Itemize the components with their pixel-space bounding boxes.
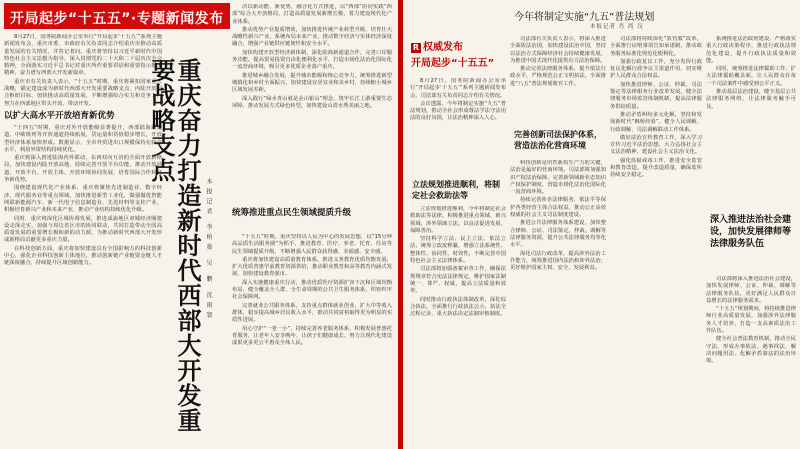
right-subhead-1: 完善创新司法保护体系，营造法治化营商环境	[514, 130, 602, 150]
right-article-column-4b: 司法部将深入推进法治社会建设，加快发展律师、公证、仲裁、调解等法律服务队伍，更好满足人民群众日益增长的法律服务需求。 “十五五”规划期间，将持续推进律师行业高质量发展，加强涉外法律服务人才培养，打造一支高素质法治工作队伍。 健全社会普法教育机制，推动全民守法，形成办事依法、遇事找法、解决问题用法、化解矛盾靠法的法治环境。	[706, 276, 796, 365]
authority-release-badge	[411, 38, 503, 74]
r-logo-icon: R	[412, 43, 420, 52]
article-title: 今年将制定实施“九五”普法规划	[514, 12, 655, 23]
banner-title: 开局起步“十五五”·专题新闻发布	[10, 11, 224, 27]
right-subhead-3: 深入推进法治社会建设，加快发展律师等法律服务队伍	[710, 215, 792, 249]
page-divider	[398, 0, 403, 449]
left-article-column-3: “十五五”时期，重庆坚持以人民为中心的发展思想，以“15分钟高品质生活服务圈”为抓手，推进教育、医疗、养老、托育、住房等民生领域提质升级，不断增强人民群众获得感、幸福感、安全感。 重庆将加快建设高质量教育体系，推进义务教育优质均衡发展，扩大优质普惠学前教育资源供给，推动职业教育和高等教育内涵式发展，加快建设教育强市。 深入实施健康重庆行动，推动优质医疗资源扩容下沉和区域均衡布局，健全覆盖全人群、全生命周期的公共卫生服务体系，织密织牢社会保障网。 完善就业公共服务体系，支持重点群体就业创业，扩大中等收入群体，稳步提高城乡居民收入水平，推动共同富裕取得更为明显的实质性进展。 用心守护“一老一小”，持续完善养老服务体系，积极发展普惠托育服务，让老年人安享晚年、让孩子们健康成长，努力让现代化建设成果更多更公平惠及全体人民。	[232, 234, 392, 347]
left-subhead-1: 以扩大高水平开放培育新优势	[4, 110, 115, 121]
right-article-column-4: 系统推进法治政府建设，严格落实重大行政决策程序，推进行政执法规范化建设，提升行政执法质量和效能。 同时，统筹推进法律援助工作，扩大法律援助覆盖面，让人民群众在每一个司法案件中感受到公平正义。 推动基层法治建设，健全基层公共法律服务网络，让法律服务触手可及。	[706, 36, 796, 110]
section-banner	[4, 3, 230, 29]
right-article-column-2: 司法部有关负责人表示，将深入推进全面依法治国，加快建设法治中国，坚持以法治方式保障经济社会持续健康发展，为推进中国式现代化提供有力法治保障。 推动完善法律服务体系，提升依法行政水平，严格规范公正文明执法，全面推进“八五”普法规划收官工作。	[510, 36, 606, 87]
badge-subtitle: 开局起步“十五五”	[411, 58, 495, 69]
article-byline-right: 本报记者 肖 尚 汉	[590, 24, 644, 30]
left-article-column-2: 决以新动能、新优势，融合化方式推进，以“西部”协同实践“西部”综合大开放格局，打造高质量发展新增长极，着力建设现代化产业体系。 推动优势产业提质增效，加快推进传统产业转型升级，培育壮大战略性新兴产业，系统布局未来产业，推动数字经济与实体经济深度融合，增强产业链供应链韧性和安全水平。 加快构建开放型经济新体制，深化陆海新通道合作，完善口岸服务功能，提高贸易投资自由化便利化水平，打造市场化法治化国际化一流营商环境，吸引更多优质企业落户重庆。 推进城乡融合发展，提升城市能级和核心竞争力，统筹推进新型城镇化和乡村全面振兴，加快建设宜居宜业和美乡村，持续缩小城乡区域发展差距。 深入践行“绿水青山就是金山银山”理念，筑牢长江上游重要生态屏障，推动发展方式绿色转型，加快建设山清水秀美丽之地。	[232, 4, 392, 109]
left-article-column-1: 8月27日，国务院新闻办公室举行“开局起步‘十五五’”系列主题新闻发布会，重庆市委、市政府有关负责同志介绍重庆市推动高质量发展的有关情况，并答记者问。重庆将坚持以习近平新时代中国特色社会主义思想为指导，深入贯彻党的二十大和二十届历次全会精神，全面落实习近平总书记对重庆所作重要讲话和重要指示批示精神，奋力谱写西部大开发新篇章。 重庆市有关负责人表示，“十五五”时期，重庆将紧扣国家重大战略，锚定建设成为新时代西部大开发重要战略支点、内陆开放综合枢纽目标，加快推动高质量发展，不断增强综合实力和竞争力，努力在西部地区带头开放、带动开发。 以扩大高水平开放培育新优势 “十四五”时期，重庆对外开放能级显著提升，西部陆海新通道、中欧班列等开放通道持续拓展，货运量和货值稳步增长，开放型经济体系加快形成。数据显示，全市外贸进出口规模保持在较高水平，利用外资结构持续优化。 重庆将深入推进陆海内外联动、东西双向互济的全面开放新格局，加快建设内陆开放高地，持续完善开放平台功能，推动开放通道、开放平台、开放主体、开放环境协同发展，培育国际合作和竞争新优势。 围绕建设现代化产业体系，重庆将聚焦先进制造业、数字经济、现代服务业等重点领域，加快推进新型工业化，做强做优智能网联新能源汽车、新一代电子信息制造业、先进材料等支柱产业，积极培育新兴产业和未来产业，推动产业结构持续优化升级。 同时，重庆将深化区域协调发展，推进成渝地区双城经济圈建设走深走实，加强与周边省区市的协同联动，共同打造带动全国高质量发展的重要增长极和新的动力源，为推动新时代西部大开发形成新格局贡献更多重庆力量。 在科技创新方面，重庆将加快建设具有全国影响力的科技创新中心，强化企业科技创新主体地位，推动创新链产业链资金链人才链深度融合，持续提升区域创新能力。	[4, 34, 162, 267]
right-article-column-2b: 科技创新是培育新质生产力的关键，法治是最好的营商环境。司法部将加强知识产权法治保障，完善新领域新业态知识产权保护制度，营造市场化法治化国际化一流营商环境。 持续完善涉企法律服务，依法平等保护各类经营主体合法权益，推动公正高效权威的社会主义司法制度建设。 推进公共法律服务体系建设，加快整合律师、公证、司法鉴定、仲裁、调解等法律服务资源，提升公共法律服务均等化水平。 深化司法行政改革，提高涉外法治工作能力，统筹推进国内法治和涉外法治，更好维护国家主权、安全、发展利益。	[510, 160, 606, 272]
right-article-intro: 8月27日，国务院新闻办公室举行“开局起步‘十五五’”系列主题新闻发布会，司法部有关负责同志介绍有关情况。 会议透露，今年将制定实施“九五”普法规划，推动全社会形成尊法学法守法用法的良好氛围，让法治精神深入人心。	[410, 78, 506, 122]
badge-title: 权威发布	[423, 42, 463, 53]
right-article-column-3: 司法部将持续深化“放管服”改革，全面推行证明事项告知承诺制，推动政务服务标准化规范化便利化。 加强行政复议工作，充分发挥行政复议化解行政争议主渠道作用，切实维护人民群众合法权益。 加快推进律师、公证、仲裁、司法鉴定等法律服务行业改革发展，健全法律服务市场监管体制机制，提高法律服务供给质量。 推动矛盾纠纷多元化解，坚持和发展新时代“枫桥经验”，健全人民调解、行政调解、司法调解联动工作体系。 做好法治宣传教育工作，深入学习宣传习近平法治思想，大力弘扬社会主义法治精神，建设社会主义法治文化。 强化监狱戒毒工作，推进安全监管和教育改造，提升改造质量，确保监所持续安全稳定。	[610, 36, 702, 179]
right-article-column-1b: 立法规划推进顺利，今年将制定社会救助法等法律，积极推进重点领域、新兴领域、涉外领域立法，以良法促进发展、保障善治。 坚持科学立法、民主立法、依法立法，统筹立改废释纂，增强立法系统性、整体性、协同性、时效性，不断完善中国特色社会主义法律体系。 司法部将加强备案审查工作，确保法规规章符合宪法法律规定，维护国家法制统一、尊严、权威，提高立法质量和效率。 同时推动行政执法体制改革，深化综合执法，全面推行行政执法公示、执法全过程记录、重大执法决定法制审核制度。	[410, 206, 506, 318]
left-subhead-2: 统筹推进重点民生领域提质升级	[232, 208, 352, 218]
right-subhead-2: 立法规划推进顺利，将制定社会救助法等	[412, 180, 500, 200]
main-headline: 重庆奋力打造新时代西部大开发重要战略支点	[147, 58, 201, 433]
right-newspaper-page	[404, 0, 800, 449]
article-byline: 本报记者 李柏燊 吴 鹏 沈雨寰	[205, 178, 212, 322]
left-newspaper-page	[0, 0, 396, 449]
